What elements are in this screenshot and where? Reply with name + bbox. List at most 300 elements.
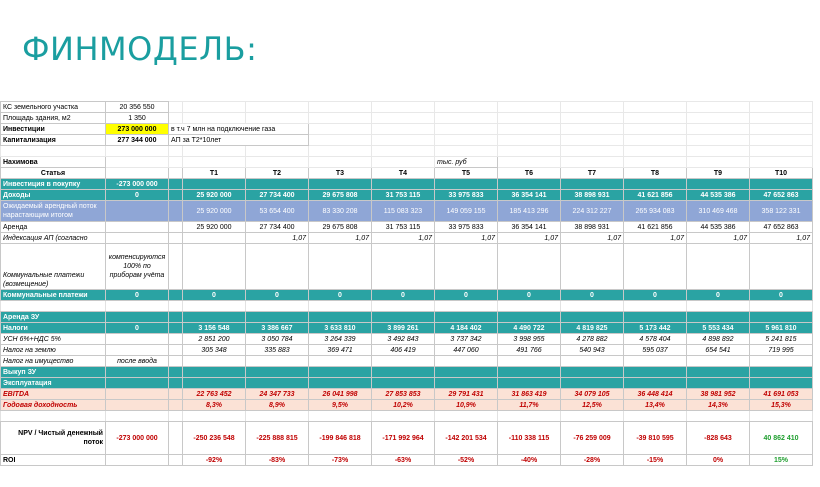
cell: 310 469 468 (687, 201, 750, 222)
cell: -63% (372, 455, 435, 466)
cell (498, 179, 561, 190)
cell: -28% (561, 455, 624, 466)
cell: -273 000 000 (106, 179, 169, 190)
cell (309, 179, 372, 190)
cell (687, 146, 750, 157)
row-invest (1, 179, 813, 190)
cell: 8,9% (246, 400, 309, 411)
cell (624, 411, 687, 422)
cell (372, 179, 435, 190)
cell (561, 135, 624, 146)
cell (169, 157, 183, 168)
cell: 2 851 200 (183, 334, 246, 345)
cell: 3 492 843 (372, 334, 435, 345)
cell (750, 301, 813, 312)
cell (624, 367, 687, 378)
cell: 10,2% (372, 400, 435, 411)
cell: T9 (687, 168, 750, 179)
cell: 0 (624, 290, 687, 301)
cell (106, 312, 169, 323)
cell: 4 278 882 (561, 334, 624, 345)
cell (624, 102, 687, 113)
cell (106, 146, 169, 157)
cell: Аренда ЗУ (1, 312, 106, 323)
cell (624, 157, 687, 168)
cell (106, 367, 169, 378)
cell (372, 135, 435, 146)
cell: 0 (106, 323, 169, 334)
cell (372, 378, 435, 389)
cell (687, 179, 750, 190)
cell (309, 124, 372, 135)
row-expected (1, 201, 813, 222)
row-communal_comp (1, 244, 813, 290)
cell: 491 766 (498, 345, 561, 356)
cell (246, 113, 309, 124)
cell (309, 301, 372, 312)
cell (624, 179, 687, 190)
cell (750, 113, 813, 124)
cell (183, 233, 246, 244)
cell: EBITDA (1, 389, 106, 400)
cell: Ожидаемый арендный поток нарастающим итогом (1, 201, 106, 222)
cell: 5 961 810 (750, 323, 813, 334)
cell: 3 156 548 (183, 323, 246, 334)
cell: 0 (498, 290, 561, 301)
cell: 12,5% (561, 400, 624, 411)
cell (309, 411, 372, 422)
cell (106, 345, 169, 356)
cell: 1,07 (624, 233, 687, 244)
cell: T3 (309, 168, 372, 179)
cell (750, 244, 813, 290)
cell: 149 059 155 (435, 201, 498, 222)
cell (435, 301, 498, 312)
cell (624, 312, 687, 323)
cell: УСН 6%+НДС 5% (1, 334, 106, 345)
cell (561, 312, 624, 323)
cell: 33 975 833 (435, 222, 498, 233)
cell (106, 201, 169, 222)
cell (750, 356, 813, 367)
cell (498, 124, 561, 135)
cell: 406 419 (372, 345, 435, 356)
cell (106, 168, 169, 179)
cell (561, 356, 624, 367)
cell (169, 411, 183, 422)
cell: 3 633 810 (309, 323, 372, 334)
cell (498, 411, 561, 422)
cell (435, 124, 498, 135)
cell: -273 000 000 (106, 422, 169, 455)
cell (246, 146, 309, 157)
cell (498, 113, 561, 124)
cell (372, 367, 435, 378)
cell: 654 541 (687, 345, 750, 356)
cell: 305 348 (183, 345, 246, 356)
cell: Налоги (1, 323, 106, 334)
cell (309, 135, 372, 146)
cell (498, 356, 561, 367)
page-title: ФИНМОДЕЛЬ: (22, 30, 258, 68)
cell: 53 654 400 (246, 201, 309, 222)
cell (246, 356, 309, 367)
cell (169, 244, 183, 290)
cell: 29 675 808 (309, 190, 372, 201)
cell (687, 157, 750, 168)
cell: 5 173 442 (624, 323, 687, 334)
cell (169, 190, 183, 201)
cell (687, 367, 750, 378)
cell (106, 400, 169, 411)
cell (246, 312, 309, 323)
cell: ROI (1, 455, 106, 466)
cell: -83% (246, 455, 309, 466)
cell (246, 157, 309, 168)
cell (183, 378, 246, 389)
cell (624, 378, 687, 389)
cell: 5 241 815 (750, 334, 813, 345)
cell (498, 146, 561, 157)
cell (624, 124, 687, 135)
cell (498, 367, 561, 378)
cell (372, 113, 435, 124)
cell (169, 323, 183, 334)
cell (561, 157, 624, 168)
cell (183, 411, 246, 422)
cell (106, 301, 169, 312)
cell: 15% (750, 455, 813, 466)
spacer-row-3 (1, 411, 813, 422)
cell (106, 233, 169, 244)
cell: в т.ч 7 млн на подключение газа (169, 124, 309, 135)
cell: 3 998 955 (498, 334, 561, 345)
cell: 3 264 339 (309, 334, 372, 345)
cell: 1,07 (750, 233, 813, 244)
row-npv (1, 422, 813, 455)
cell (372, 312, 435, 323)
cell (687, 244, 750, 290)
row-communal (1, 290, 813, 301)
cell: 335 883 (246, 345, 309, 356)
cell: 31 753 115 (372, 222, 435, 233)
cell (435, 102, 498, 113)
cell (435, 244, 498, 290)
cell: 41 621 856 (624, 222, 687, 233)
cell: Доходы (1, 190, 106, 201)
cell: 3 737 342 (435, 334, 498, 345)
cell (372, 301, 435, 312)
cell: 38 898 931 (561, 222, 624, 233)
row-usn (1, 334, 813, 345)
cell (561, 102, 624, 113)
cell: 44 535 386 (687, 222, 750, 233)
cell: 1,07 (435, 233, 498, 244)
header-periods-row (1, 168, 813, 179)
cell: Площадь здания, м2 (1, 113, 106, 124)
cell: 0 (246, 290, 309, 301)
cell (498, 301, 561, 312)
cell (169, 102, 183, 113)
cell (372, 244, 435, 290)
cell (183, 179, 246, 190)
cell (498, 378, 561, 389)
row-property_tax (1, 356, 813, 367)
cell: 11,7% (498, 400, 561, 411)
cell: 10,9% (435, 400, 498, 411)
cell: Аренда (1, 222, 106, 233)
cell (169, 222, 183, 233)
cell (624, 135, 687, 146)
cell: -225 888 815 (246, 422, 309, 455)
cell: Годовая доходность (1, 400, 106, 411)
cell (309, 157, 372, 168)
row-buyout (1, 367, 813, 378)
cell: T5 (435, 168, 498, 179)
cell (561, 179, 624, 190)
cell: Индексация АП (согласно (1, 233, 106, 244)
cell: 25 920 000 (183, 201, 246, 222)
cell: 34 079 105 (561, 389, 624, 400)
cell (372, 124, 435, 135)
finmodel-table (0, 101, 813, 466)
cell (687, 378, 750, 389)
cell: 36 448 414 (624, 389, 687, 400)
cell (169, 113, 183, 124)
row-index (1, 233, 813, 244)
cell: T8 (624, 168, 687, 179)
cell (169, 168, 183, 179)
cell (169, 367, 183, 378)
cell (435, 113, 498, 124)
cell (183, 146, 246, 157)
cell: -142 201 534 (435, 422, 498, 455)
cell: 1,07 (246, 233, 309, 244)
cell (169, 201, 183, 222)
cell: Инвестиции (1, 124, 106, 135)
cell: -52% (435, 455, 498, 466)
cell: 13,4% (624, 400, 687, 411)
cell (687, 102, 750, 113)
cell (498, 102, 561, 113)
cell: 47 652 863 (750, 222, 813, 233)
cell: -40% (498, 455, 561, 466)
cell (1, 411, 106, 422)
cell: Инвестиция в покупку (1, 179, 106, 190)
cell (246, 102, 309, 113)
cell: Налог на имущество (1, 356, 106, 367)
cell (435, 146, 498, 157)
cell: 0 (106, 290, 169, 301)
cell (106, 222, 169, 233)
cell (750, 102, 813, 113)
cell: 0 (687, 290, 750, 301)
cell (750, 146, 813, 157)
cell: 0 (309, 290, 372, 301)
cell: 25 920 000 (183, 222, 246, 233)
header-company-row (1, 157, 813, 168)
cell: 14,3% (687, 400, 750, 411)
param-row-cap (1, 135, 813, 146)
cell: 27 853 853 (372, 389, 435, 400)
cell (106, 378, 169, 389)
cell: -828 643 (687, 422, 750, 455)
param-row-land (1, 102, 813, 113)
cell (309, 367, 372, 378)
cell (183, 356, 246, 367)
cell: 115 083 323 (372, 201, 435, 222)
cell: 0 (561, 290, 624, 301)
cell: 41 691 053 (750, 389, 813, 400)
cell: T1 (183, 168, 246, 179)
cell: 4 819 825 (561, 323, 624, 334)
param-row-invest (1, 124, 813, 135)
cell (624, 301, 687, 312)
cell: Капитализация (1, 135, 106, 146)
cell (169, 301, 183, 312)
cell: -15% (624, 455, 687, 466)
cell (309, 146, 372, 157)
cell: 44 535 386 (687, 190, 750, 201)
cell: 369 471 (309, 345, 372, 356)
cell (106, 455, 169, 466)
cell: Налог на землю (1, 345, 106, 356)
cell: 20 356 550 (106, 102, 169, 113)
cell (750, 411, 813, 422)
cell (183, 367, 246, 378)
cell (561, 244, 624, 290)
cell (246, 378, 309, 389)
cell (561, 113, 624, 124)
cell (561, 378, 624, 389)
cell: 0 (183, 290, 246, 301)
cell (687, 312, 750, 323)
cell: T10 (750, 168, 813, 179)
cell: Статья (1, 168, 106, 179)
cell: T7 (561, 168, 624, 179)
cell: -199 846 818 (309, 422, 372, 455)
cell (750, 312, 813, 323)
cell: 25 920 000 (183, 190, 246, 201)
cell: 447 060 (435, 345, 498, 356)
cell (435, 312, 498, 323)
cell (435, 367, 498, 378)
cell: 224 312 227 (561, 201, 624, 222)
cell: 1,07 (372, 233, 435, 244)
cell (169, 400, 183, 411)
cell (309, 113, 372, 124)
param-row-area (1, 113, 813, 124)
cell (309, 356, 372, 367)
cell: 1,07 (687, 233, 750, 244)
cell: -92% (183, 455, 246, 466)
cell (169, 334, 183, 345)
cell: -76 259 009 (561, 422, 624, 455)
cell: 22 763 452 (183, 389, 246, 400)
cell: 595 037 (624, 345, 687, 356)
cell (687, 135, 750, 146)
cell (372, 146, 435, 157)
row-yield (1, 400, 813, 411)
cell (435, 378, 498, 389)
cell: 3 899 261 (372, 323, 435, 334)
cell (435, 135, 498, 146)
cell: NPV / Чистый денежный поток (1, 422, 106, 455)
cell (561, 301, 624, 312)
cell: 27 734 400 (246, 222, 309, 233)
cell (169, 356, 183, 367)
cell: 4 898 892 (687, 334, 750, 345)
row-operation (1, 378, 813, 389)
cell: 0 (435, 290, 498, 301)
cell: T4 (372, 168, 435, 179)
cell (372, 356, 435, 367)
cell: -73% (309, 455, 372, 466)
cell (750, 157, 813, 168)
cell (435, 356, 498, 367)
cell: после ввода (106, 356, 169, 367)
cell (106, 157, 169, 168)
cell (183, 113, 246, 124)
row-land_tax (1, 345, 813, 356)
cell: 1 350 (106, 113, 169, 124)
cell (498, 244, 561, 290)
cell: 38 981 952 (687, 389, 750, 400)
cell: -39 810 595 (624, 422, 687, 455)
cell: 4 490 722 (498, 323, 561, 334)
cell: 31 863 419 (498, 389, 561, 400)
cell (246, 244, 309, 290)
cell (183, 301, 246, 312)
cell (246, 411, 309, 422)
cell (372, 157, 435, 168)
row-ebitda (1, 389, 813, 400)
cell (183, 157, 246, 168)
cell (246, 179, 309, 190)
cell (687, 411, 750, 422)
cell (309, 244, 372, 290)
cell (169, 378, 183, 389)
cell: 5 553 434 (687, 323, 750, 334)
cell: 40 862 410 (750, 422, 813, 455)
cell: 185 413 296 (498, 201, 561, 222)
cell: 719 995 (750, 345, 813, 356)
cell: -250 236 548 (183, 422, 246, 455)
cell: 8,3% (183, 400, 246, 411)
cell: 1,07 (561, 233, 624, 244)
cell (624, 113, 687, 124)
cell (624, 356, 687, 367)
cell (372, 102, 435, 113)
row-rent (1, 222, 813, 233)
cell: -171 992 964 (372, 422, 435, 455)
cell (498, 157, 561, 168)
cell: АП за Т2*10лет (169, 135, 309, 146)
cell: 9,5% (309, 400, 372, 411)
cell: 41 621 856 (624, 190, 687, 201)
cell (309, 378, 372, 389)
cell: тыс. руб (435, 157, 498, 168)
row-taxes (1, 323, 813, 334)
cell: Эксплуатация (1, 378, 106, 389)
cell (1, 146, 106, 157)
cell (687, 124, 750, 135)
cell (750, 378, 813, 389)
cell: 15,3% (750, 400, 813, 411)
cell (246, 301, 309, 312)
cell: 277 344 000 (106, 135, 169, 146)
cell (169, 233, 183, 244)
